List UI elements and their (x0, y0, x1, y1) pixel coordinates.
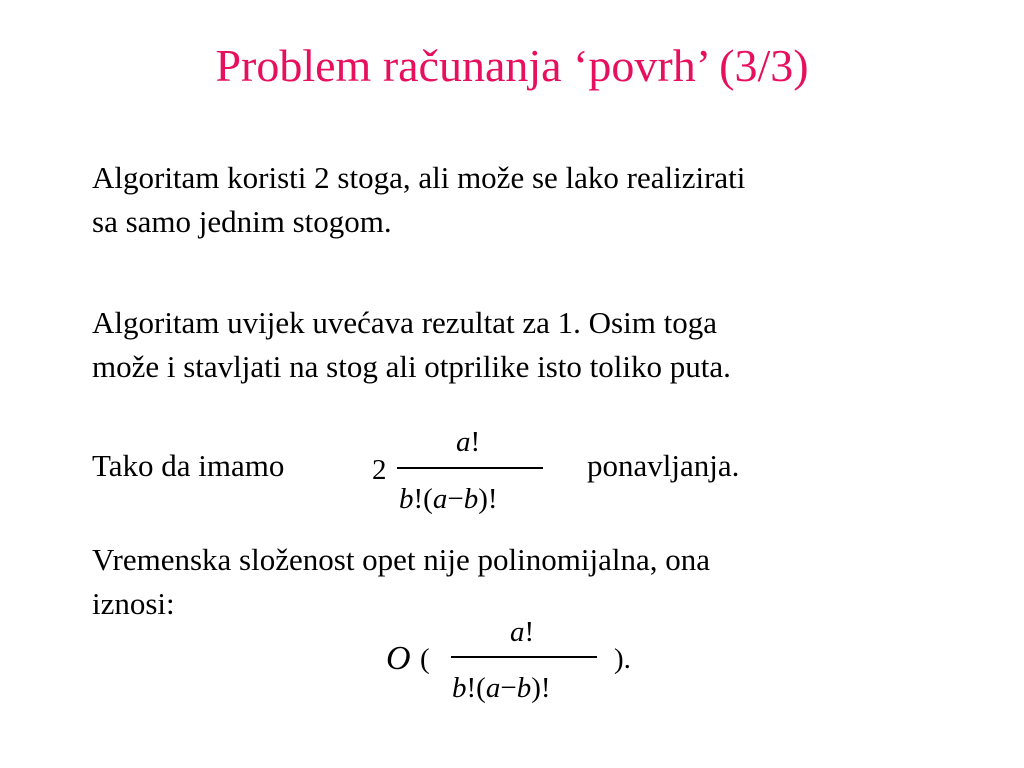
repetitions-lead-text: Tako da imamo (92, 448, 285, 483)
paragraph-stacks-line-1: Algoritam koristi 2 stoga, ali može se lako realizirati (92, 160, 746, 195)
formula-denominator: b!(a−b)! (452, 672, 551, 704)
slide-title: Problem računanja ‘povrh’ (3/3) (215, 40, 809, 91)
formula-numerator: a! (456, 426, 481, 458)
paragraph-increment-line-2: može i stavljati na stog ali otprilike isto toliko puta. (92, 349, 731, 384)
formula-fraction-bar (397, 467, 543, 469)
paragraph-complexity-line-1: Vremenska složenost opet nije polinomijalna, ona (92, 542, 710, 577)
formula-big-o: O (386, 640, 411, 677)
formula-coefficient: 2 (372, 454, 387, 486)
formula-close-paren: ). (614, 643, 631, 675)
paragraph-stacks-line-2: sa samo jednim stogom. (92, 204, 392, 239)
repetitions-trailing-text: ponavljanja. (587, 448, 740, 483)
paragraph-increment-line-1: Algoritam uvijek uvećava rezultat za 1. Osim toga (92, 305, 717, 340)
paragraph-complexity-line-2: iznosi: (92, 586, 175, 621)
formula-fraction-bar (451, 656, 597, 658)
paragraph-increment (92, 301, 731, 389)
formula-denominator: b!(a−b)! (399, 483, 498, 515)
formula-numerator: a! (510, 616, 535, 648)
formula-open-paren: ( (420, 643, 430, 675)
paragraph-stacks (92, 156, 745, 244)
paragraph-complexity (92, 538, 710, 626)
